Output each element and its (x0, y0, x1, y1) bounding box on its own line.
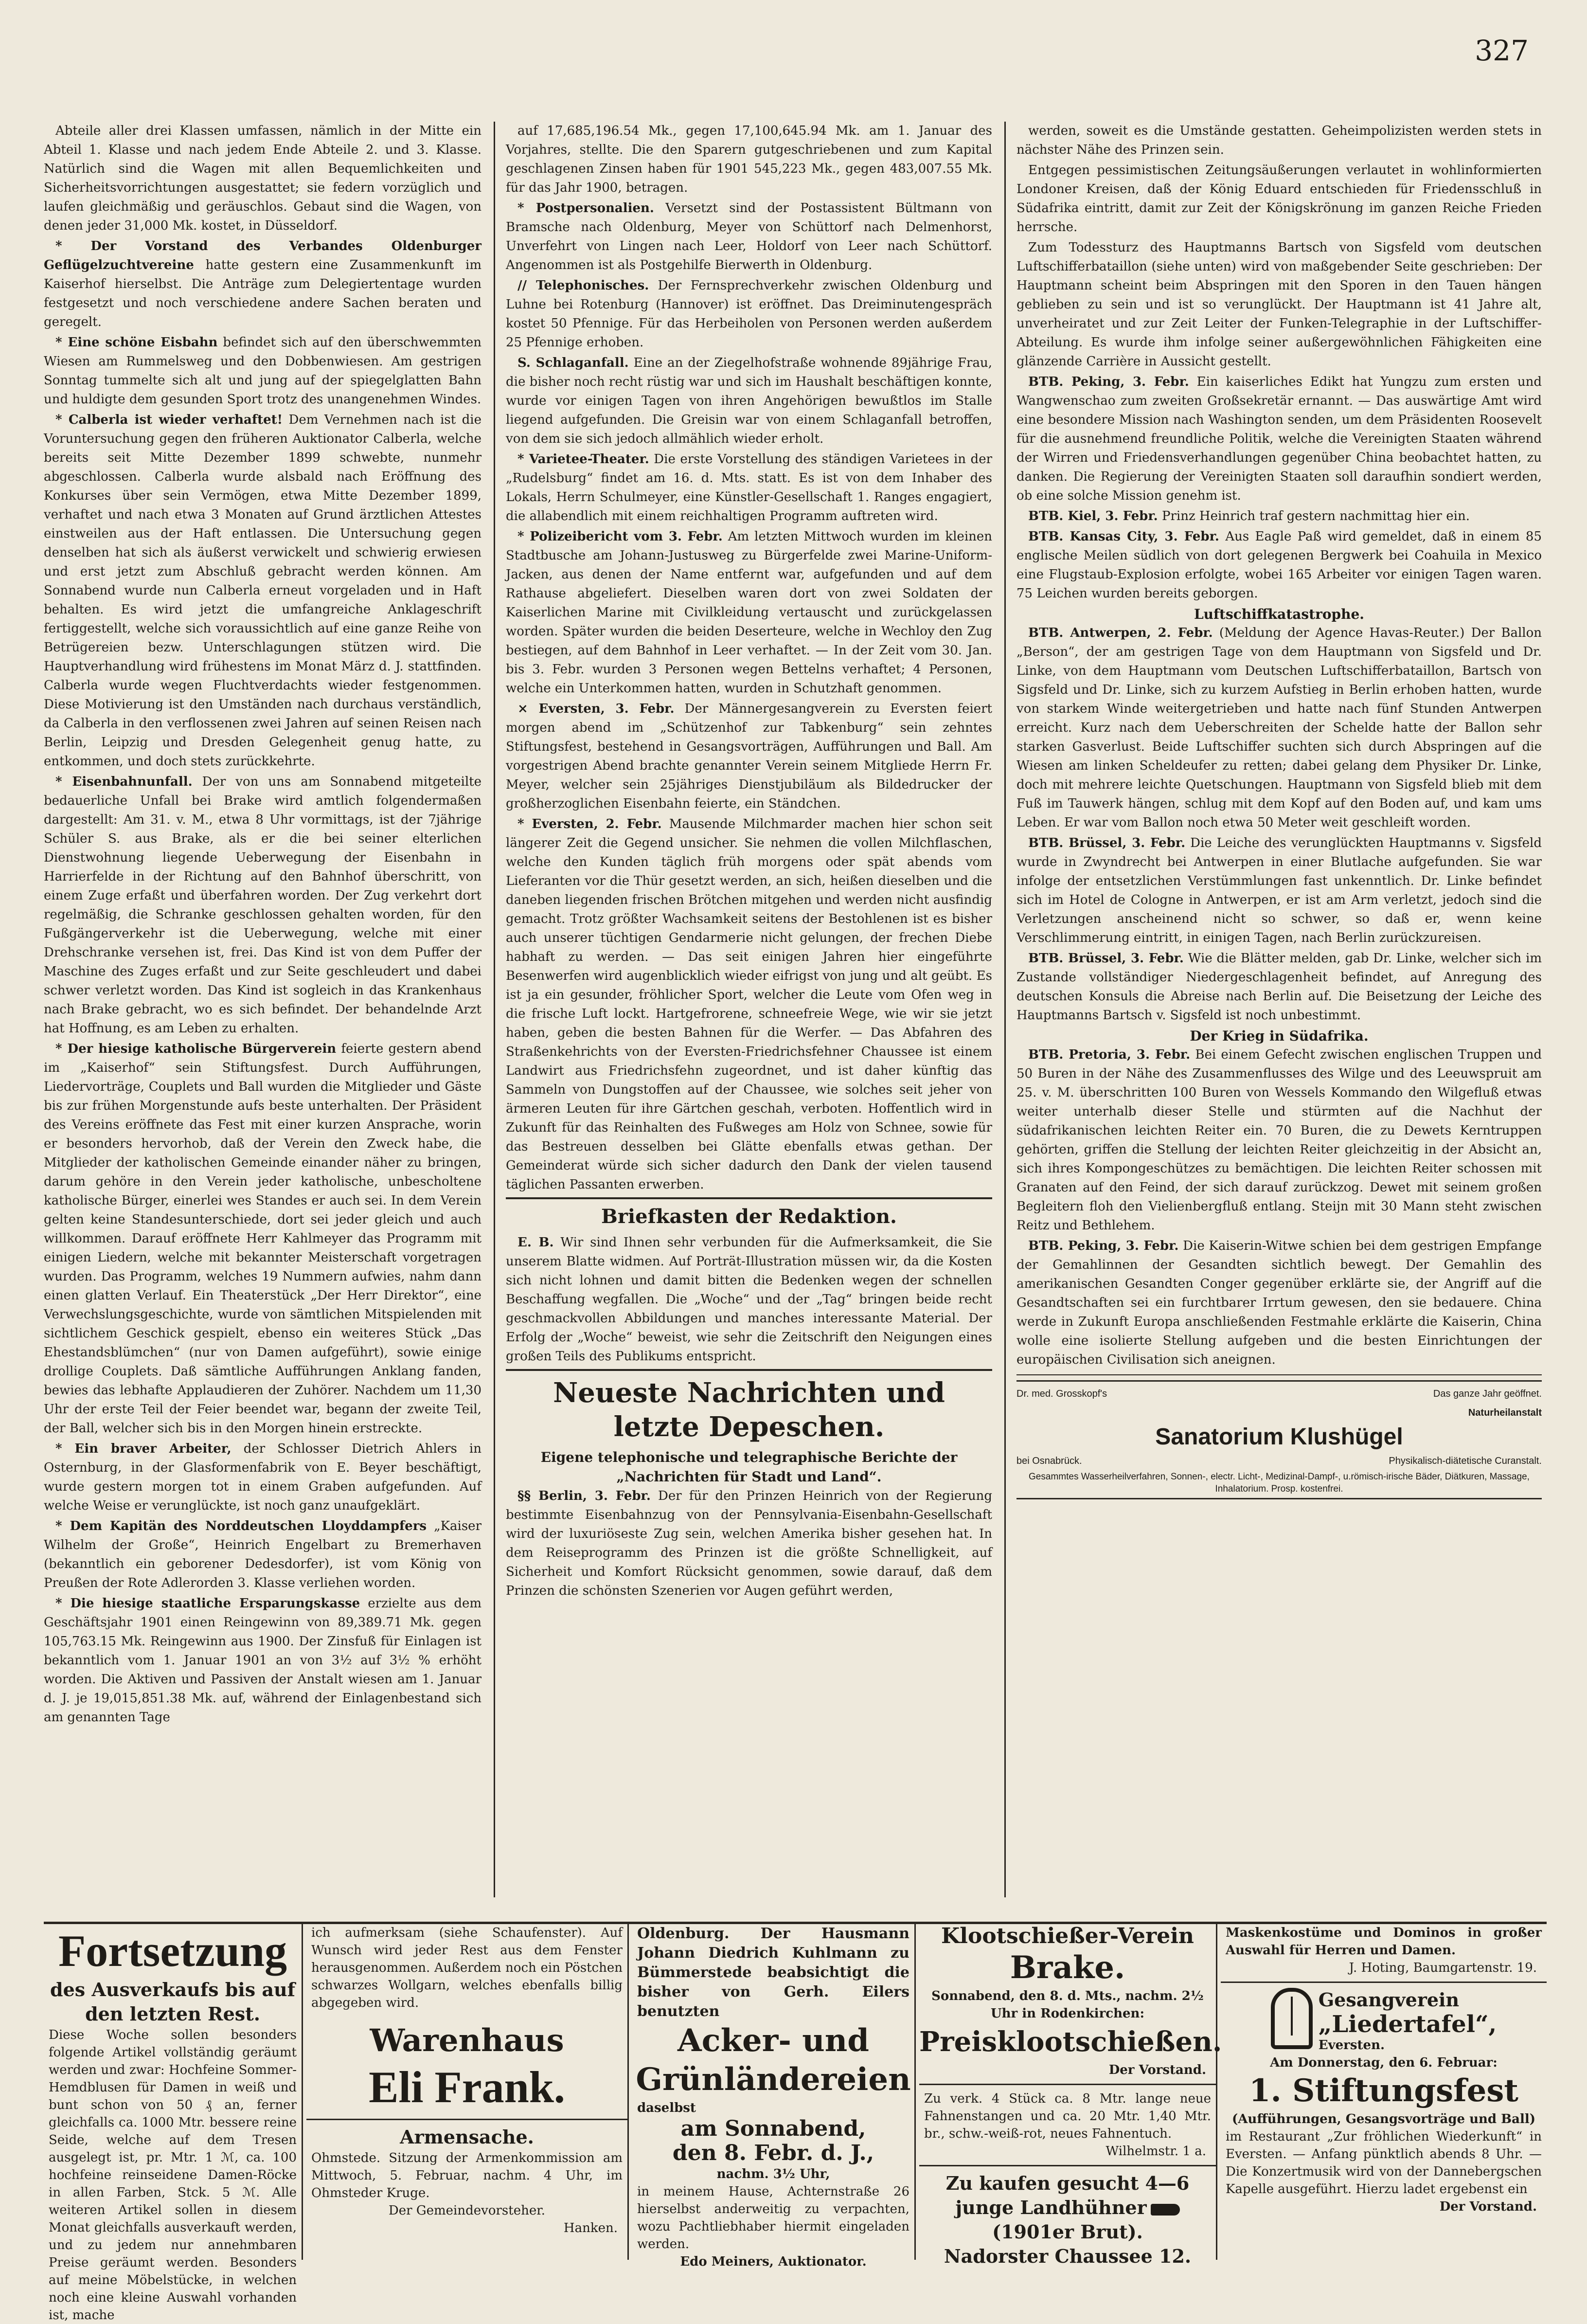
ad-header: Gesangverein „Liedertafel“, Eversten. (1221, 1988, 1547, 2054)
article: * Der Vorstand des Verbandes Oldenburger Geflügelzuchtvereine hatte gestern eine Zusammenkunft im Kaiserhof hierselbst. Die Anträge zum Delegiertentage wurden festgesetzt und noch verschiedene andere Sachen beraten und geregelt. (44, 239, 482, 329)
briefkasten-title: Briefkasten der Redaktion. (601, 1205, 897, 1228)
section-rule (1016, 1374, 1542, 1375)
sanatorium-name: Sanatorium Klushügel (1155, 1424, 1403, 1450)
ad-address: Nadorster Chaussee 12. (944, 2245, 1192, 2267)
article: * Calberla ist wieder verhaftet! Dem Vernehmen nach ist die Voruntersuchung gegen den früheren Auktionator Calberla, welche bereits seit Mitte Dezember 1899 schwebte, nunmehr abgeschlossen. Calberla wurde alsbald nach Eröffnung des Konkurses über sein Vermögen, etwa Mitte Dezember 1899, verhaftet und nach etwa 3 Monaten auf Grund ärztlichen Attestes einstweilen aus der Haft entlassen. Die Untersuchung gegen denselben hat sich als äußerst verwickelt und schwierig erwiesen und erst jetzt zum Abschluß gebracht werden können. Am Sonnabend wurde nun Calberla erneut vorgeladen und in Haft behalten. Es wird jetzt die umfangreiche Anklageschrift fertiggestellt, welche sich voraussichtlich auf eine ganze Reihe von Betrügereien bezw. Unterschlagungen stützen wird. Die Hauptverhandlung wird frühestens im Monat März d. J. stattfinden. Calberla wurde wegen Fluchtverdachts wieder festgenommen. Diese Motivierung ist den Umständen nach durchaus verständlich, da Calberla in den verflossenen zwei Jahren auf seinen Reisen nach Berlin, Leipzig und Dresden Gelegenheit genug hatte, zu entkommen, und doch stets zurückkehrte. (44, 413, 481, 769)
sanatorium-ad: Dr. med. Grosskopf's Das ganze Jahr geöffnet. Naturheilanstalt Sanatorium Klushügel bei Osnabrück. Physikalisch-diätetische Curanstalt. Gesammtes Wasserheilverfahren, Sonnen-, electr. Licht-, Medizinal-Dampf-, u.römisch-irische Bäder, Diätkuren, Massage, Inhalatorium. Prosp. kostenfrei. (1016, 1380, 1542, 1499)
article: * Eisenbahnunfall. Der von uns am Sonnabend mitgeteilte bedauerliche Unfall bei Brake wird amtlich folgendermaßen dargestellt: Am 31. v. M., etwa 8 Uhr vormittags, ist der 7jährige Schüler S. aus Brake, als er die bei seiner elterlichen Dienstwohnung liegende Ueberwegung der Eisenbahn in Harrierfelde in der Richtung auf den Bahnhof überschritt, von einem Zuge erfaßt und überfahren worden. Der Zug verkehrt dort regelmäßig, die Schranke geschlossen gehalten worden, für den Fußgängerverkehr ist die Ueberwegung, welche mit einer Drehschranke versehen ist, frei. Das Kind ist von dem Puffer der Maschine des Zuges erfaßt und zur Seite geschleudert und dabei schwer verletzt worden. Das Kind ist sogleich in das Krankenhaus nach Brake gebracht, wo es sich befindet. Der behandelnde Arzt hat Hoffnung, es am Leben zu erhalten. (44, 775, 481, 1036)
article: * Eversten, 2. Febr. Mausende Milchmarder machen hier schon seit längerer Zeit die Gegend unsicher. Sie nehmen die vollen Milchflaschen, welche den Kunden täglich früh morgens oder spät abends vom Lieferanten vor die Thür gesetzt werden, an sich, heißen dieselben und die daneben liegenden frischen Brötchen mitgehen und werden nicht ausfindig gemacht. Trotz größter Wachsamkeit seitens der Bestohlenen ist es bisher auch unserer tüchtigen Gendarmerie nicht gelungen, der frechen Diebe habhaft zu werden. — Das seit einigen Jahren hier eingeführte Besenwerfen wird augenblicklich wieder eifrigst von jung und alt geübt. Es ist ja ein gesunder, fröhlicher Sport, welcher die Leute vom Ofen weg in die frische Luft lockt. Hartgefrorene, schneefreie Wege, wie wir sie jetzt haben, geben die besten Bahnen für die Werfer. — Das Abfahren des Straßenkehrichts von der Eversten-Friedrichsfehner Chaussee ist einem Landwirt aus Friedrichsfehn zugeordnet, und ist daher künftig das Sammeln von Dungstoffen auf der Chaussee, wie solches seit jeher von ärmeren Leuten für ihre Gärtchen geschah, verboten. Hoffentlich wird in Zukunft für das Reinhalten des Fußweges am Holz von Schnee, sowie für das Bestreuen desselben bei Glätte ebenfalls etwas gethan. Der Gemeinderat würde sich sicher dadurch den Dank der vielen tausend täglichen Passanten erwerben. (506, 817, 993, 1192)
ad-ausverkauf (44, 1924, 303, 2323)
ad-rule (1221, 1982, 1547, 1983)
article: werden, soweit es die Umstände gestatten. Geheimpolizisten werden stets in nächster Nähe des Prinzen sein. (1016, 124, 1542, 157)
section-rule (506, 1197, 992, 1199)
depeschen-subtitle: Eigene telephonische und telegraphische Berichte der „Nachrichten für Stadt und Land“. (540, 1449, 958, 1485)
ad-subtitle: Armensache. (400, 2126, 534, 2148)
ad-verpachtung (632, 1924, 916, 2269)
ad-klootschiesser (919, 1924, 1222, 2267)
article: BTB. Kansas City, 3. Febr. Aus Eagle Paß wird gemeldet, daß in einem 85 englische Meilen südlich von dort gelegenen Bergwerk bei Coahuila in Mexico eine Flugstaub-Explosion erfolgte, wobei 165 Arbeiter vor einigen Tagen waren. 75 Leichen wurden bereits geborgen. (1016, 529, 1542, 601)
article: * Varietee-Theater. Die erste Vorstellung des ständigen Varietees in der „Rudelsburg“ findet am 16. d. Mts. statt. Es ist von dem Inhaber des Lokals, Herrn Schulmeyer, eine Künstler-Gesellschaft 1. Ranges engagiert, die allabendlich mit einem reichhaltigen Programm auftreten wird. (506, 452, 993, 523)
ad-sign: Hanken. (563, 2221, 618, 2235)
ad-date: am Sonnabend, (680, 2116, 866, 2141)
ad-title: Fortsetzung (58, 1926, 287, 1976)
article: Entgegen pessimistischen Zeitungsäußerungen verlautet in wohlinformierten Londoner Kreisen, daß der König Eduard entschieden für Friedensschluß in Südafrika eintritt, damit zur Zeit der Königskrönung im ganzen Reiche Frieden herrsche. (1016, 163, 1542, 234)
page-number: 327 (1475, 34, 1529, 67)
article: BTB. Peking, 3. Febr. Ein kaiserliches Edikt hat Yungzu zum ersten und Wangwenschao zum zweiten Großsekretär ernannt. — Das auswärtige Amt wird eine besondere Mission nach Washington senden, um dem Präsidenten Roosevelt für die ausnehmend freundliche Politik, welche die Vereinigten Staaten während der Wirren und Friedensverhandlungen gegenüber China beobachtet hatten, zu danken. Die Regierung der Vereinigten Staaten soll daraufhin sondiert werden, ob eine solche Mission genehm ist. (1016, 375, 1542, 503)
article: BTB. Brüssel, 3. Febr. Wie die Blätter melden, gab Dr. Linke, welcher sich im Zustande vollständiger Niedergeschlagenheit befindet, auf Anregung des deutschen Konsuls die Abreise nach Berlin auf. Die Beisetzung der Leiche des Hauptmanns Bartsch v. Sigsfeld ist noch unbestimmt. (1016, 951, 1542, 1023)
column-2 (506, 122, 992, 1602)
article: × Eversten, 3. Febr. Der Männergesangverein zu Eversten feiert morgen abend im „Schützenhof zur Tabkenburg“ sein zehntes Stiftungsfest, bestehend in Gesangsvorträgen, Aufführungen und Ball. Am vorgestrigen Abend brachte genannter Verein seinem Mitgliede Herrn Fr. Meyer, welcher sein 25jähriges Dienstjubiläum als Bildedrucker der großherzoglichen Eisenbahn feierte, ein Ständchen. (506, 702, 993, 811)
ad-text: Ohmstede. Sitzung der Armenkommission am Mittwoch, 5. Februar, nachm. 4 Uhr, im Ohmsteder Kruge. (311, 2151, 623, 2200)
article: * Ein braver Arbeiter, der Schlosser Dietrich Ahlers in Osternburg, in der Glasformenfabrik von E. Beyer beschäftigt, wurde gestern morgen tot in einem Graben aufgefunden. Auf welche Weise er verunglückte, ist noch ganz unaufgeklärt. (44, 1441, 481, 1513)
pointing-hand-icon (1151, 2204, 1180, 2216)
article: * Dem Kapitän des Norddeutschen Lloyddampfers „Kaiser Wilhelm der Große“, Heinrich Engelbart zu Bremerhaven (bekanntlich ein geborener Dedesdorfer), ist vom König von Preußen der Rote Adlerorden 3. Klasse verliehen worden. (44, 1519, 481, 1590)
ad-text: im Restaurant „Zur fröhlichen Wiederkunft“ in Eversten. — Anfang pünktlich abends 8 Uhr. — Die Konzertmusik wird von der Dannebergschen Kapelle ausgeführt. Hierzu ladet ergebenst ein (1226, 2129, 1542, 2197)
ad-title: Brake. (1010, 1949, 1125, 1986)
column-3 (1016, 122, 1542, 1499)
ad-sign: Der Gemeindevorsteher. (388, 2203, 546, 2218)
column-divider (494, 122, 495, 1897)
ad-time: nachm. 3½ Uhr, (716, 2167, 830, 2181)
ad-liedertafel (1221, 1924, 1547, 2260)
krieg-title: Der Krieg in Südafrika. (1190, 1028, 1369, 1044)
ad-rule (919, 2165, 1216, 2166)
ad-buy: Zu kaufen gesucht 4—6 (945, 2172, 1190, 2194)
ad-text: in meinem Hause, Achternstraße 26 hierselbst anderweitig zu verpachten, wozu Pachtliebhaber hiermit eingeladen werden. (637, 2184, 909, 2252)
article: * Die hiesige staatliche Ersparungskasse erzielte aus dem Geschäftsjahr 1901 einen Reingewinn von 89,389.71 Mk. gegen 105,763.15 Mk. Reingewinn aus 1900. Der Zinsfuß für Einlagen ist bekanntlich vom 1. Januar 1901 an von 3½ auf 3½ % erhöht worden. Die Aktiven und Passiven der Anstalt wiesen am 1. Januar d. J. je 19,015,851.38 Mk. auf, während der Einlagenbestand sich am genannten Tage (44, 1596, 482, 1725)
article: BTB. Antwerpen, 2. Febr. (Meldung der Agence Havas-Reuter.) Der Ballon „Berson“, der am gestrigen Tage von dem Hauptmann von Sigsfeld und Dr. Linke, von dem Hauptmann vom Deutschen Luftschifferbataillon, Bartsch von Sigsfeld und Dr. Linke, sich zu kurzem Aufstieg in Berlin erhoben hatten, wurde von starkem Winde weitergetrieben und hatte nach fünf Stunden Antwerpen erreicht. Kurz nach dem Ueberschreiten der Schelde hatte der Ballon sehr starken Gasverlust. Beide Luftschiffer suchten sich durch Abspringen auf die Wiesen am linken Scheldeufer zu retten; dabei gelang dem Physiker Dr. Linke, doch mit mehrere leichte Quetschungen. Hauptmann von Sigsfeld blieb mit dem Fuß im Tauwerk hängen, schlug mit dem Kopf auf den Boden auf, und kam ums Leben. Er war vom Ballon noch etwa 50 Meter weit geschleift worden. (1016, 626, 1542, 830)
article: BTB. Brüssel, 3. Febr. Die Leiche des verunglückten Hauptmanns v. Sigsfeld wurde in Zwyndrecht bei Antwerpen in einer Blutlache aufgefunden. Sie war infolge der entsetzlichen Verstümmlungen fast unkenntlich. Dr. Linke befindet sich im Hotel de Cologne in Antwerpen, er ist am Arm verletzt, jedoch sind die Verletzungen anscheinend nicht so schwer, so daß er, wenn keine Verschlimmerung eintritt, in einigen Tagen, nach Berlin zurückzureisen. (1016, 836, 1542, 945)
article: * Eine schöne Eisbahn befindet sich auf den überschwemmten Wiesen am Rummelsweg und den Dobbenwiesen. Am gestrigen Sonntag tummelte sich alt und jung auf der spiegelglatten Bahn und huldigte dem gesunden Sport trotz des unangenehmen Windes. (44, 335, 481, 407)
article: BTB. Kiel, 3. Febr. Prinz Heinrich traf gestern nachmittag hier ein. (1028, 509, 1470, 523)
article: BTB. Pretoria, 3. Febr. Bei einem Gefecht zwischen englischen Truppen und 50 Buren in der Nähe des Zusammenflusses des Wilge und des Leeuwspruit am 25. v. M. überschritten 100 Buren von Wessels Kommando den Wilgefluß etwas weiter unterhalb dieser Stelle und stürmten auf die Nachhut der südafrikanischen leichten Reiter ein. 70 Buren, die zu Dewets Kerntruppen gehörten, griffen die Stellung der leichten Reiter gleichzeitig in der Absicht an, sich ihres Kompongeschützes zu bemächtigen. Die leichten Reiter schossen mit Granaten auf den Feind, der sich darauf zurückzog. Dewet mit seinem großen Begleitern floh den Vielienbergfluß entlang. Steijn mit 30 Mann steht zwischen Reitz und Bethlehem. (1016, 1047, 1542, 1233)
ad-text: Oldenburg. Der Hausmann Johann Diedrich Kuhlmann zu Bümmerstede beabsichtigt die bisher von Gerh. Eilers benutzten (637, 1925, 909, 2020)
ad-warenhaus (306, 1924, 629, 2260)
ad-subtitle: des Ausverkaufs bis auf den letzten Rest. (50, 1979, 295, 2025)
briefkasten-text: E. B. Wir sind Ihnen sehr verbunden für die Aufmerksamkeit, die Sie unserem Blatte widmen. Auf Porträt-Illustration müssen wir, da die Kosten sich nicht lohnen und damit bitten die Bedenken wegen der schnellen Beschaffung wegfallen. Die „Woche“ und der „Tag“ bringen beide recht geschmackvollen Abbildungen und manches interessante Material. Der Erfolg der „Woche“ beweist, wie sehr die Zeitschrift den Neigungen eines großen Teils des Publikums entspricht. (506, 1235, 993, 1364)
ad-sign: Der Vorstand. (1439, 2199, 1537, 2214)
ad-big: Preisklootschießen. (919, 2026, 1222, 2058)
ad-sign: J. Hoting, Baumgartenstr. 19. (1349, 1961, 1537, 1975)
ad-text: Zu verk. 4 Stück ca. 8 Mtr. lange neue Fahnenstangen und ca. 20 Mtr. 1,40 Mtr. br., schw.-weiß-rot, neues Fahnentuch. (924, 2091, 1211, 2141)
ad-text: (Aufführungen, Gesangsvorträge und Ball) (1231, 2112, 1536, 2126)
ad-date: Am Donnerstag, den 6. Februar: (1270, 2055, 1498, 2070)
article: * Polizeibericht vom 3. Febr. Am letzten Mittwoch wurden im kleinen Stadtbusche am Johann-Justusweg zu Bürgerfelde zwei Marine-Uniform-Jacken, aus denen der Name entfernt war, aufgefunden und auf dem Rathause abgeliefert. Dieselben waren dort von zwei Soldaten der Kaiserlichen Marine mit Civilkleidung vertauscht und zurückgelassen worden. Später wurden die beiden Deserteure, welche in Wechloy den Zug bestiegen, auf dem Bahnhof in Leer verhaftet. — In der Zeit vom 30. Jan. bis 3. Febr. wurden 3 Personen wegen Bettelns verhaftet; 4 Personen, welche ein Unterkommen hatten, wurden in Schutzhaft genommen. (506, 529, 993, 696)
ad-title: Klootschießer-Verein (941, 1924, 1194, 1948)
ad-date: den 8. Febr. d. J., (672, 2141, 874, 2165)
column-divider (1004, 122, 1006, 1897)
ad-sign: Edo Meiners, Auktionator. (680, 2254, 867, 2269)
ad-buy: (1901er Brut). (992, 2221, 1143, 2243)
ad-buy: junge Landhühner (919, 2196, 1216, 2220)
ad-name: Eli Frank. (369, 2062, 565, 2112)
ad-rule (919, 2084, 1216, 2085)
top-columns (44, 122, 1542, 1912)
article: Abteile aller drei Klassen umfassen, nämlich in der Mitte ein Abteil 1. Klasse und nach jedem Ende Abteile 2. und 3. Klasse. Natürlich sind die Wagen mit allen Bequemlichkeiten und Sicherheitsvorrichtungen ausgestattet; sie federn vorzüglich und laufen gleichmäßig und geräuschlos. Gebaut sind die Wagen, von denen jeder 31,000 Mk. kostet, in Düsseldorf. (44, 124, 481, 233)
ad-text: Wilhelmstr. 1 a. (1106, 2144, 1206, 2159)
column-1 (44, 122, 481, 1729)
ad-big: Grünländereien (636, 2061, 911, 2098)
advertisement-band (44, 1922, 1547, 2323)
article: auf 17,685,196.54 Mk., gegen 17,100,645.94 Mk. am 1. Januar des Vorjahres, stellte. Die den Sparern gutgeschriebenen und zum Kapital geschlagenen Zinsen haben für 1901 545,223 Mk., gegen 483,007.55 Mk. für das Jahr 1900, betragen. (506, 124, 992, 195)
ad-rule (306, 2119, 627, 2120)
ad-text: Diese Woche sollen besonders folgende Artikel vollständig geräumt werden und zwar: Hochfeine Sommer-Hemdblusen für Damen in weiß und bunt schon von 50 ₰ an, ferner gleichfalls ca. 1000 Mtr. bessere reine Seide, welche auf dem Tresen ausgelegt ist, pr. Mtr. 1 ℳ, ca. 100 hochfeine reinseidene Damen-Röcke in allen Farben, Stck. 5 ℳ. Alle weiteren Artikel sollen in diesem Monat gleichfalls ausverkauft werden, und zu jedem nur annehmbaren Preise geräumt werden. Besonders auf meine Möbelstücke, in welchen noch eine kleine Auswahl vorhanden ist, mache (49, 2028, 297, 2323)
ad-sign: Der Vorstand. (1108, 2063, 1206, 2077)
article: * Postpersonalien. Versetzt sind der Postassistent Bültmann von Bramsche nach Oldenburg, Meyer von Schüttorf nach Delmenhorst, Unverfehrt von Lingen nach Leer, Holdorf von Leer nach Schüttorf. Angenommen ist als Postgehilfe Bierwerth in Oldenburg. (506, 201, 993, 272)
ad-big: 1. Stiftungsfest (1249, 2072, 1518, 2109)
ad-text: Sonnabend, den 8. d. Mts., nachm. 2½ Uhr in Rodenkirchen: (931, 1989, 1204, 2021)
ad-text: ich aufmerksam (siehe Schaufenster). Auf Wunsch wird jeder Rest aus dem Fenster herausgenommen. Außerdem noch ein Pöstchen schwarzes Wollgarn, welches ebenfalls billig abgegeben wird. (311, 1926, 623, 2010)
ad-text: Maskenkostüme und Dominos in großer Auswahl für Herren und Damen. (1226, 1926, 1542, 1958)
article: BTB. Peking, 3. Febr. Die Kaiserin-Witwe schien bei dem gestrigen Empfange der Gemahlinnen der Gesandten sichtlich bewegt. Der Gemahlin des amerikanischen Gesandten Conger gegenüber erklärte sie, der Angriff auf die Gesandtschaften sei ein furchtbarer Irrtum gewesen, den sie bedauere. China werde in Zukunft Europa anschließenden Festmahle erklärte die Kaiserin, China wolle eine isolierte Stellung aufgeben und die besten Einrichtungen der europäischen Civilisation sich aneignen. (1016, 1239, 1542, 1367)
article: Zum Todessturz des Hauptmanns Bartsch von Sigsfeld vom deutschen Luftschifferbataillon (siehe unten) wird von maßgebender Seite geschrieben: Der Hauptmann scheint beim Abspringen mit den Sporen in den Tauen hängen geblieben zu sein und ist so verunglückt. Der Hauptmann ist 41 Jahre alt, unverheiratet und zur Zeit Leiter der Funken-Telegraphie in der Luftschiffer-Abteilung. Es wurde ihm infolge seiner außergewöhnlichen Fähigkeiten eine glänzende Carrière in Aussicht gestellt. (1016, 240, 1542, 369)
section-rule (506, 1369, 992, 1371)
article: // Telephonisches. Der Fernsprechverkehr zwischen Oldenburg und Luhne bei Rotenburg (Hannover) ist eröffnet. Das Dreiminutengespräch kostet 50 Pfennige. Für das Herbeiholen von Personen werden außerdem 25 Pfennige erhoben. (506, 278, 992, 350)
ad-name: Warenhaus (370, 2022, 564, 2059)
luftschiff-title: Luftschiffkatastrophe. (1194, 606, 1365, 622)
ad-text: daselbst (637, 2101, 696, 2115)
lyre-icon (1271, 1988, 1313, 2049)
depeschen-title: Neueste Nachrichten und letzte Depeschen. (553, 1377, 945, 1443)
article: S. Schlaganfall. Eine an der Ziegelhofstraße wohnende 89jährige Frau, die bisher noch recht rüstig war und sich im Haushalt beschäftigen konnte, wurde vor einigen Tagen von ihren Angehörigen bewußtlos im Stalle liegend aufgefunden. Die Greisin war von einem Schlaganfall betroffen, von dem sie sich jedoch allmählich wieder erholt. (506, 356, 992, 446)
article: * Der hiesige katholische Bürgerverein feierte gestern abend im „Kaiserhof“ sein Stiftungsfest. Durch Aufführungen, Liedervorträge, Couplets und Ball wurden die Mitglieder und Gäste bis zur frühen Morgenstunde aufs beste unterhalten. Der Präsident des Vereins eröffnete das Fest mit einer kurzen Ansprache, worin er besonders hervorhob, daß der Verein den Zweck habe, die Mitglieder der katholischen Gemeinde einander näher zu bringen, darum gehöre in den Verein jeder katholische, unbescholtene katholische Bürger, einerlei wes Standes er auch sei. In dem Verein gelten keine Standesunterschiede, dort sei jeder gleich und auch willkommen. Darauf eröffnete Herr Kahlmeyer das Programm mit einigen Liedern, welche mit bekannter Meisterschaft vorgetragen wurden. Das Programm, welches 19 Nummern aufwies, nahm dann einen glatten Verlauf. Ein Theaterstück „Der Herr Direktor“, eine Verwechslungsgeschichte, wurde von sämtlichen Mitspielenden mit sichtlichem Geschick gespielt, ebenso ein weiteres Stück „Das Ehestandsblümchen“ (nur von Damen aufgeführt), sowie einige drollige Couplets. Daß sämtliche Aufführungen Anklang fanden, bewies das lebhafte Applaudieren der Zuhörer. Nachdem um 11,30 Uhr der erste Teil der Feier beendet war, begann der zweite Teil, der Ball, welcher sich bis in den Morgen hinein erstreckte. (44, 1042, 482, 1436)
depeschen-text: §§ Berlin, 3. Febr. Der für den Prinzen Heinrich von der Regierung bestimmte Eisenbahnzug von der Pennsylvania-Eisenbahn-Gesellschaft wird der luxuriöseste Zug sein, welchen Amerika bisher gesehen hat. In dem Reiseprogramm des Prinzen ist die größte Schnelligkeit, auf Sicherheit und Komfort Rücksicht genommen, sowie darauf, daß dem Prinzen die schönsten Szenerien vor Augen geführt werden, (506, 1489, 993, 1598)
ad-big: Acker- und (677, 2022, 870, 2059)
